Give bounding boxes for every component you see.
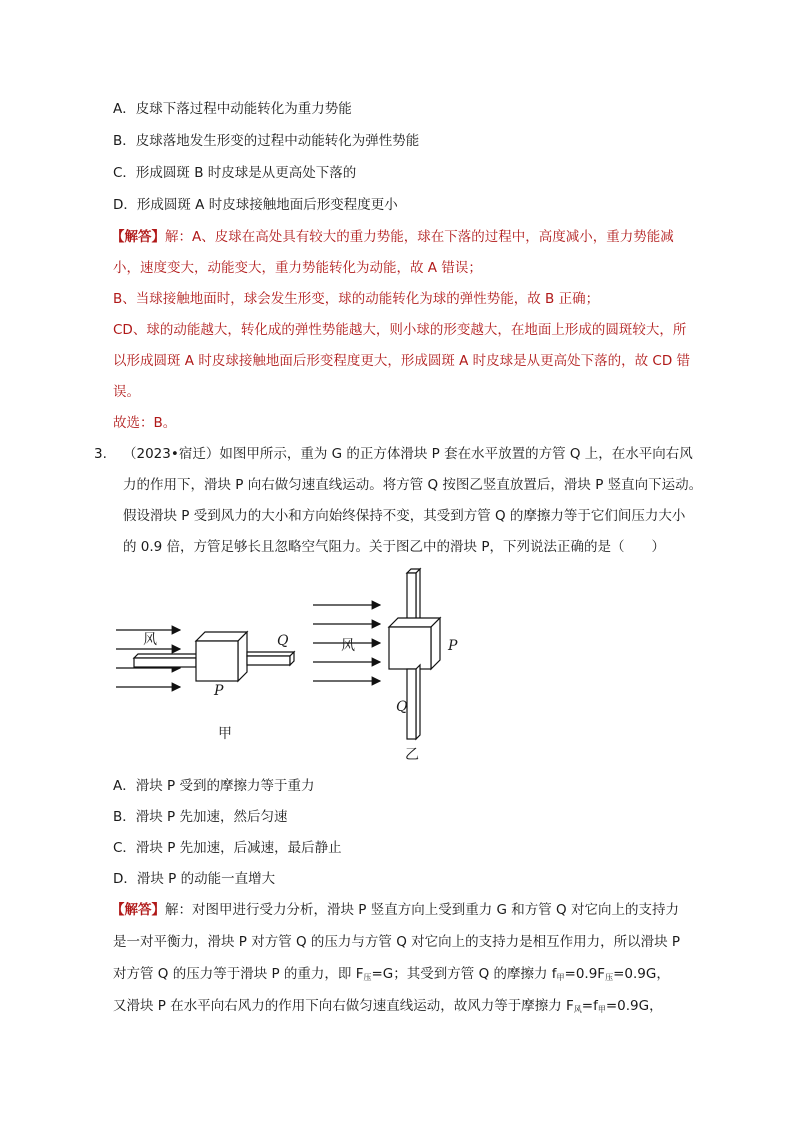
q2-answer-line-5: 以形成圆斑 A 时皮球接触地面后形变程度更大，形成圆斑 A 时皮球是从更高处下落的，故 CD 错 bbox=[113, 353, 691, 369]
block-p-label-right: P bbox=[448, 638, 458, 654]
q2-answer-line-2: 小，速度变大，动能变大，重力势能转化为动能，故 A 错误； bbox=[113, 260, 482, 276]
text: =0.9G， bbox=[613, 966, 670, 982]
q2-answer-line-7: 故选：B。 bbox=[113, 415, 177, 431]
text: =G；其受到方管 Q 的摩擦力 f bbox=[371, 966, 557, 982]
tube-upper-side bbox=[416, 569, 420, 622]
answer-tag: 【解答】 bbox=[111, 902, 165, 918]
tube-lower-side bbox=[416, 665, 420, 739]
subscript: 甲 bbox=[597, 1005, 606, 1014]
tube-upper-front bbox=[407, 573, 416, 625]
q3-option-d: D．滑块 P 的动能一直增大 bbox=[113, 871, 276, 887]
q3-answer-line-4 bbox=[113, 996, 663, 1020]
q3-option-c: C．滑块 P 先加速，后减速，最后静止 bbox=[113, 840, 342, 856]
tube-lower-front bbox=[407, 669, 416, 739]
q3-option-a: A．滑块 P 受到的摩擦力等于重力 bbox=[113, 778, 315, 794]
q3-stem-line-4: 的 0.9 倍，方管足够长且忽略空气阻力。关于图乙中的滑块 P，下列说法正确的是（ ） bbox=[123, 539, 665, 555]
text: =0.9G， bbox=[605, 998, 663, 1014]
q3-stem-line-3: 假设滑块 P 受到风力的大小和方向始终保持不变，其受到方管 Q 的摩擦力等于它们间压力大小 bbox=[123, 508, 686, 524]
cube-side bbox=[238, 632, 247, 681]
tube-q-label-right: Q bbox=[396, 699, 408, 715]
caption-yi: 乙 bbox=[405, 747, 419, 763]
subscript: 风 bbox=[573, 1005, 582, 1014]
cube-front bbox=[389, 627, 431, 669]
figure-drawing bbox=[110, 563, 490, 773]
q3-answer-line-1 bbox=[111, 900, 679, 920]
q2-answer-line-1 bbox=[111, 227, 674, 247]
q3-answer-line-2: 是一对平衡力，滑块 P 对方管 Q 的压力与方管 Q 对它向上的支持力是相互作用力，所以滑块 P bbox=[113, 934, 681, 950]
text: =f bbox=[581, 998, 598, 1014]
tube-right-front bbox=[247, 656, 290, 665]
subscript: 甲 bbox=[556, 973, 565, 982]
answer-text: 解：对图甲进行受力分析，滑块 P 竖直方向上受到重力 G 和方管 Q 对它向上的支持力 bbox=[165, 902, 679, 918]
q2-option-b: B．皮球落地发生形变的过程中动能转化为弹性势能 bbox=[113, 133, 420, 149]
q2-answer-line-6: 误。 bbox=[113, 384, 140, 400]
caption-jia: 甲 bbox=[218, 726, 232, 742]
subscript: 压 bbox=[363, 973, 372, 982]
subscript: 压 bbox=[605, 973, 614, 982]
tube-left-front bbox=[134, 658, 196, 667]
q3-answer-line-3 bbox=[113, 964, 670, 988]
block-p-label-left: P bbox=[214, 683, 224, 699]
answer-tag: 【解答】 bbox=[111, 229, 165, 245]
text: =0.9F bbox=[564, 966, 606, 982]
question-number: 3. bbox=[94, 446, 107, 462]
q2-option-a: A．皮球下落过程中动能转化为重力势能 bbox=[113, 101, 352, 117]
tube-q-label-left: Q bbox=[277, 633, 289, 649]
answer-text: 解：A、皮球在高处具有较大的重力势能，球在下落的过程中，高度减小，重力势能减 bbox=[165, 229, 674, 245]
cube-front bbox=[196, 641, 238, 681]
question-figure bbox=[110, 563, 490, 773]
q2-answer-line-3: B、当球接触地面时，球会发生形变，球的动能转化为球的弹性势能，故 B 正确； bbox=[113, 291, 600, 307]
cube-side bbox=[431, 618, 440, 669]
q2-option-c: C．形成圆斑 B 时皮球是从更高处下落的 bbox=[113, 165, 357, 181]
text: 对方管 Q 的压力等于滑块 P 的重力，即 F bbox=[113, 966, 364, 982]
q3-stem-line-1: （2023•宿迁）如图甲所示，重为 G 的正方体滑块 P 套在水平放置的方管 Q 上，在水平向右风 bbox=[123, 446, 693, 462]
q3-stem-line-2: 力的作用下，滑块 P 向右做匀速直线运动。将方管 Q 按图乙竖直放置后，滑块 P 竖直向下运动。 bbox=[123, 477, 703, 493]
q2-answer-line-4: CD、球的动能越大，转化成的弹性势能越大，则小球的形变越大，在地面上形成的圆斑较大，所 bbox=[113, 322, 687, 338]
text: 又滑块 P 在水平向右风力的作用下向右做匀速直线运动，故风力等于摩擦力 F bbox=[113, 998, 574, 1014]
wind-label-right: 风 bbox=[341, 638, 355, 654]
q2-option-d: D．形成圆斑 A 时皮球接触地面后形变程度更小 bbox=[113, 197, 398, 213]
wind-label-left: 风 bbox=[143, 632, 157, 648]
diagram-yi bbox=[313, 569, 440, 739]
q3-option-b: B．滑块 P 先加速，然后匀速 bbox=[113, 809, 288, 825]
